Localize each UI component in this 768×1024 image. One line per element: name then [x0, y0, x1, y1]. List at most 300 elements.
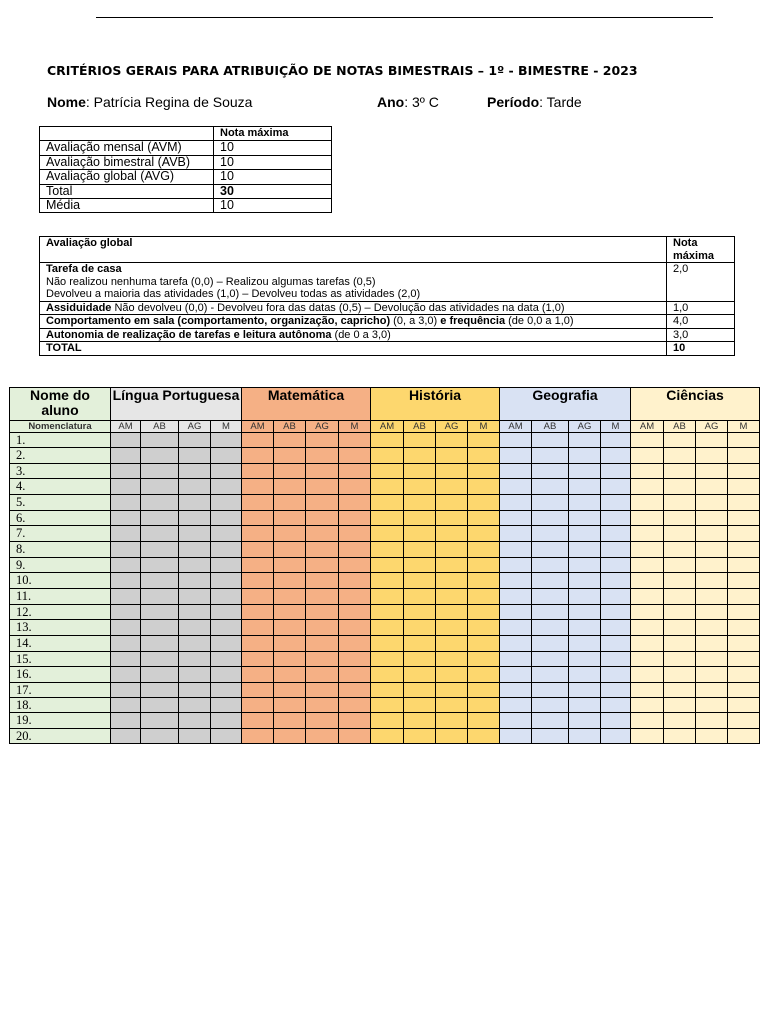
grade-cell[interactable]	[532, 636, 569, 652]
grade-cell[interactable]	[631, 667, 664, 683]
grade-cell[interactable]	[371, 713, 404, 729]
grade-cell[interactable]	[306, 448, 339, 464]
grade-cell[interactable]	[631, 526, 664, 542]
grade-cell[interactable]	[436, 667, 468, 683]
grade-cell[interactable]	[274, 495, 306, 511]
grade-cell[interactable]	[696, 495, 728, 511]
grade-cell[interactable]	[468, 526, 500, 542]
grade-cell[interactable]	[601, 479, 631, 495]
grade-cell[interactable]	[141, 542, 179, 558]
grade-cell[interactable]	[500, 511, 532, 526]
grade-cell[interactable]	[306, 589, 339, 605]
grade-cell[interactable]	[468, 713, 500, 729]
grade-cell[interactable]	[306, 605, 339, 620]
grade-cell[interactable]	[664, 698, 696, 713]
grade-cell[interactable]	[664, 652, 696, 667]
grade-cell[interactable]	[404, 573, 436, 589]
grade-cell[interactable]	[532, 605, 569, 620]
grade-cell[interactable]	[500, 479, 532, 495]
grade-cell[interactable]	[728, 652, 760, 667]
grade-cell[interactable]	[631, 433, 664, 448]
grade-cell[interactable]	[569, 542, 601, 558]
grade-cell[interactable]	[696, 479, 728, 495]
grade-cell[interactable]	[696, 605, 728, 620]
grade-cell[interactable]	[404, 620, 436, 636]
grade-cell[interactable]	[696, 698, 728, 713]
grade-cell[interactable]	[179, 683, 211, 698]
grade-cell[interactable]	[179, 573, 211, 589]
grade-cell[interactable]	[569, 589, 601, 605]
grade-cell[interactable]	[211, 652, 242, 667]
grade-cell[interactable]	[601, 464, 631, 479]
grade-cell[interactable]	[339, 636, 371, 652]
grade-cell[interactable]	[500, 542, 532, 558]
grade-cell[interactable]	[631, 713, 664, 729]
grade-cell[interactable]	[728, 636, 760, 652]
grade-cell[interactable]	[179, 698, 211, 713]
grade-cell[interactable]	[339, 542, 371, 558]
grade-cell[interactable]	[404, 605, 436, 620]
grade-cell[interactable]	[468, 479, 500, 495]
grade-cell[interactable]	[211, 667, 242, 683]
grade-cell[interactable]	[371, 433, 404, 448]
grade-cell[interactable]	[179, 713, 211, 729]
grade-cell[interactable]	[339, 448, 371, 464]
grade-cell[interactable]	[500, 729, 532, 744]
grade-cell[interactable]	[306, 573, 339, 589]
grade-cell[interactable]	[532, 526, 569, 542]
grade-cell[interactable]	[371, 729, 404, 744]
grade-cell[interactable]	[500, 667, 532, 683]
grade-cell[interactable]	[306, 652, 339, 667]
grade-cell[interactable]	[601, 620, 631, 636]
grade-cell[interactable]	[664, 542, 696, 558]
grade-cell[interactable]	[141, 713, 179, 729]
grade-cell[interactable]	[211, 683, 242, 698]
grade-cell[interactable]	[274, 448, 306, 464]
grade-cell[interactable]	[532, 652, 569, 667]
grade-cell[interactable]	[141, 433, 179, 448]
grade-cell[interactable]	[179, 464, 211, 479]
grade-cell[interactable]	[111, 511, 141, 526]
grade-cell[interactable]	[728, 479, 760, 495]
grade-cell[interactable]	[468, 683, 500, 698]
grade-cell[interactable]	[306, 698, 339, 713]
grade-cell[interactable]	[404, 667, 436, 683]
grade-cell[interactable]	[404, 729, 436, 744]
grade-cell[interactable]	[631, 636, 664, 652]
grade-cell[interactable]	[728, 573, 760, 589]
grade-cell[interactable]	[468, 636, 500, 652]
grade-cell[interactable]	[306, 479, 339, 495]
grade-cell[interactable]	[468, 698, 500, 713]
grade-cell[interactable]	[664, 620, 696, 636]
grade-cell[interactable]	[371, 698, 404, 713]
grade-cell[interactable]	[696, 558, 728, 573]
grade-cell[interactable]	[631, 683, 664, 698]
grade-cell[interactable]	[436, 433, 468, 448]
grade-cell[interactable]	[404, 683, 436, 698]
grade-cell[interactable]	[274, 698, 306, 713]
grade-cell[interactable]	[728, 729, 760, 744]
grade-cell[interactable]	[371, 511, 404, 526]
grade-cell[interactable]	[179, 511, 211, 526]
grade-cell[interactable]	[111, 495, 141, 511]
grade-cell[interactable]	[436, 448, 468, 464]
grade-cell[interactable]	[339, 698, 371, 713]
grade-cell[interactable]	[242, 495, 274, 511]
grade-cell[interactable]	[339, 652, 371, 667]
grade-cell[interactable]	[111, 464, 141, 479]
grade-cell[interactable]	[532, 667, 569, 683]
grade-cell[interactable]	[569, 511, 601, 526]
grade-cell[interactable]	[468, 495, 500, 511]
grade-cell[interactable]	[274, 589, 306, 605]
grade-cell[interactable]	[569, 620, 601, 636]
grade-cell[interactable]	[111, 683, 141, 698]
grade-cell[interactable]	[242, 652, 274, 667]
grade-cell[interactable]	[696, 448, 728, 464]
grade-cell[interactable]	[532, 433, 569, 448]
grade-cell[interactable]	[468, 589, 500, 605]
grade-cell[interactable]	[306, 620, 339, 636]
grade-cell[interactable]	[468, 667, 500, 683]
grade-cell[interactable]	[569, 605, 601, 620]
grade-cell[interactable]	[404, 495, 436, 511]
grade-cell[interactable]	[696, 573, 728, 589]
grade-cell[interactable]	[664, 495, 696, 511]
grade-cell[interactable]	[179, 589, 211, 605]
grade-cell[interactable]	[404, 698, 436, 713]
grade-cell[interactable]	[696, 589, 728, 605]
grade-cell[interactable]	[306, 464, 339, 479]
grade-cell[interactable]	[436, 620, 468, 636]
grade-cell[interactable]	[211, 464, 242, 479]
grade-cell[interactable]	[601, 713, 631, 729]
grade-cell[interactable]	[696, 620, 728, 636]
grade-cell[interactable]	[436, 713, 468, 729]
grade-cell[interactable]	[371, 526, 404, 542]
grade-cell[interactable]	[664, 479, 696, 495]
grade-cell[interactable]	[274, 573, 306, 589]
grade-cell[interactable]	[664, 433, 696, 448]
grade-cell[interactable]	[631, 479, 664, 495]
grade-cell[interactable]	[111, 542, 141, 558]
grade-cell[interactable]	[274, 526, 306, 542]
grade-cell[interactable]	[468, 573, 500, 589]
grade-cell[interactable]	[339, 729, 371, 744]
grade-cell[interactable]	[532, 464, 569, 479]
grade-cell[interactable]	[500, 448, 532, 464]
grade-cell[interactable]	[436, 729, 468, 744]
grade-cell[interactable]	[404, 433, 436, 448]
grade-cell[interactable]	[339, 526, 371, 542]
grade-cell[interactable]	[569, 464, 601, 479]
grade-cell[interactable]	[664, 667, 696, 683]
grade-cell[interactable]	[274, 605, 306, 620]
grade-cell[interactable]	[601, 511, 631, 526]
grade-cell[interactable]	[211, 620, 242, 636]
grade-cell[interactable]	[274, 667, 306, 683]
grade-cell[interactable]	[141, 636, 179, 652]
grade-cell[interactable]	[404, 464, 436, 479]
grade-cell[interactable]	[274, 479, 306, 495]
grade-cell[interactable]	[179, 433, 211, 448]
grade-cell[interactable]	[274, 558, 306, 573]
grade-cell[interactable]	[696, 542, 728, 558]
grade-cell[interactable]	[274, 713, 306, 729]
grade-cell[interactable]	[569, 433, 601, 448]
grade-cell[interactable]	[532, 573, 569, 589]
grade-cell[interactable]	[111, 713, 141, 729]
grade-cell[interactable]	[339, 620, 371, 636]
grade-cell[interactable]	[569, 558, 601, 573]
grade-cell[interactable]	[274, 433, 306, 448]
grade-cell[interactable]	[306, 558, 339, 573]
grade-cell[interactable]	[569, 683, 601, 698]
grade-cell[interactable]	[339, 495, 371, 511]
grade-cell[interactable]	[696, 652, 728, 667]
grade-cell[interactable]	[404, 713, 436, 729]
grade-cell[interactable]	[728, 511, 760, 526]
grade-cell[interactable]	[339, 605, 371, 620]
grade-cell[interactable]	[242, 683, 274, 698]
grade-cell[interactable]	[532, 620, 569, 636]
grade-cell[interactable]	[532, 511, 569, 526]
grade-cell[interactable]	[211, 713, 242, 729]
grade-cell[interactable]	[532, 558, 569, 573]
grade-cell[interactable]	[141, 589, 179, 605]
grade-cell[interactable]	[111, 620, 141, 636]
grade-cell[interactable]	[339, 464, 371, 479]
grade-cell[interactable]	[111, 448, 141, 464]
grade-cell[interactable]	[211, 729, 242, 744]
grade-cell[interactable]	[696, 683, 728, 698]
grade-cell[interactable]	[631, 589, 664, 605]
grade-cell[interactable]	[179, 652, 211, 667]
grade-cell[interactable]	[631, 464, 664, 479]
grade-cell[interactable]	[111, 558, 141, 573]
grade-cell[interactable]	[404, 652, 436, 667]
grade-cell[interactable]	[141, 729, 179, 744]
grade-cell[interactable]	[179, 620, 211, 636]
grade-cell[interactable]	[696, 729, 728, 744]
grade-cell[interactable]	[601, 448, 631, 464]
grade-cell[interactable]	[141, 511, 179, 526]
grade-cell[interactable]	[601, 558, 631, 573]
grade-cell[interactable]	[211, 526, 242, 542]
grade-cell[interactable]	[436, 652, 468, 667]
grade-cell[interactable]	[371, 667, 404, 683]
grade-cell[interactable]	[404, 526, 436, 542]
grade-cell[interactable]	[601, 667, 631, 683]
grade-cell[interactable]	[569, 667, 601, 683]
grade-cell[interactable]	[601, 542, 631, 558]
grade-cell[interactable]	[532, 698, 569, 713]
grade-cell[interactable]	[631, 652, 664, 667]
grade-cell[interactable]	[468, 448, 500, 464]
grade-cell[interactable]	[179, 667, 211, 683]
grade-cell[interactable]	[500, 683, 532, 698]
grade-cell[interactable]	[211, 495, 242, 511]
grade-cell[interactable]	[211, 636, 242, 652]
grade-cell[interactable]	[111, 729, 141, 744]
grade-cell[interactable]	[306, 667, 339, 683]
grade-cell[interactable]	[306, 713, 339, 729]
grade-cell[interactable]	[274, 464, 306, 479]
grade-cell[interactable]	[242, 558, 274, 573]
grade-cell[interactable]	[664, 511, 696, 526]
grade-cell[interactable]	[601, 573, 631, 589]
grade-cell[interactable]	[696, 526, 728, 542]
grade-cell[interactable]	[468, 433, 500, 448]
grade-cell[interactable]	[371, 573, 404, 589]
grade-cell[interactable]	[664, 713, 696, 729]
grade-cell[interactable]	[631, 605, 664, 620]
grade-cell[interactable]	[371, 495, 404, 511]
grade-cell[interactable]	[532, 713, 569, 729]
grade-cell[interactable]	[111, 589, 141, 605]
grade-cell[interactable]	[500, 589, 532, 605]
grade-cell[interactable]	[371, 558, 404, 573]
grade-cell[interactable]	[179, 558, 211, 573]
grade-cell[interactable]	[569, 698, 601, 713]
grade-cell[interactable]	[468, 620, 500, 636]
grade-cell[interactable]	[274, 683, 306, 698]
grade-cell[interactable]	[179, 526, 211, 542]
grade-cell[interactable]	[631, 511, 664, 526]
grade-cell[interactable]	[500, 495, 532, 511]
grade-cell[interactable]	[242, 479, 274, 495]
grade-cell[interactable]	[631, 729, 664, 744]
grade-cell[interactable]	[371, 464, 404, 479]
grade-cell[interactable]	[468, 542, 500, 558]
grade-cell[interactable]	[242, 636, 274, 652]
grade-cell[interactable]	[371, 636, 404, 652]
grade-cell[interactable]	[664, 448, 696, 464]
grade-cell[interactable]	[242, 729, 274, 744]
grade-cell[interactable]	[211, 698, 242, 713]
grade-cell[interactable]	[306, 729, 339, 744]
grade-cell[interactable]	[211, 542, 242, 558]
grade-cell[interactable]	[436, 605, 468, 620]
grade-cell[interactable]	[601, 526, 631, 542]
grade-cell[interactable]	[179, 605, 211, 620]
grade-cell[interactable]	[274, 620, 306, 636]
grade-cell[interactable]	[404, 511, 436, 526]
grade-cell[interactable]	[404, 589, 436, 605]
grade-cell[interactable]	[500, 558, 532, 573]
grade-cell[interactable]	[664, 636, 696, 652]
grade-cell[interactable]	[532, 683, 569, 698]
grade-cell[interactable]	[242, 542, 274, 558]
grade-cell[interactable]	[728, 620, 760, 636]
grade-cell[interactable]	[371, 448, 404, 464]
grade-cell[interactable]	[436, 542, 468, 558]
grade-cell[interactable]	[631, 448, 664, 464]
grade-cell[interactable]	[404, 558, 436, 573]
grade-cell[interactable]	[211, 479, 242, 495]
grade-cell[interactable]	[532, 589, 569, 605]
grade-cell[interactable]	[696, 667, 728, 683]
grade-cell[interactable]	[532, 495, 569, 511]
grade-cell[interactable]	[242, 433, 274, 448]
grade-cell[interactable]	[601, 683, 631, 698]
grade-cell[interactable]	[371, 683, 404, 698]
grade-cell[interactable]	[532, 479, 569, 495]
grade-cell[interactable]	[274, 542, 306, 558]
grade-cell[interactable]	[179, 448, 211, 464]
grade-cell[interactable]	[664, 729, 696, 744]
grade-cell[interactable]	[569, 652, 601, 667]
grade-cell[interactable]	[404, 448, 436, 464]
grade-cell[interactable]	[111, 667, 141, 683]
grade-cell[interactable]	[141, 652, 179, 667]
grade-cell[interactable]	[111, 526, 141, 542]
grade-cell[interactable]	[500, 652, 532, 667]
grade-cell[interactable]	[339, 479, 371, 495]
grade-cell[interactable]	[468, 464, 500, 479]
grade-cell[interactable]	[306, 511, 339, 526]
grade-cell[interactable]	[436, 464, 468, 479]
grade-cell[interactable]	[179, 542, 211, 558]
grade-cell[interactable]	[242, 605, 274, 620]
grade-cell[interactable]	[242, 511, 274, 526]
grade-cell[interactable]	[404, 542, 436, 558]
grade-cell[interactable]	[728, 683, 760, 698]
grade-cell[interactable]	[242, 698, 274, 713]
grade-cell[interactable]	[436, 698, 468, 713]
grade-cell[interactable]	[306, 433, 339, 448]
grade-cell[interactable]	[274, 652, 306, 667]
grade-cell[interactable]	[306, 526, 339, 542]
grade-cell[interactable]	[569, 729, 601, 744]
grade-cell[interactable]	[211, 589, 242, 605]
grade-cell[interactable]	[468, 558, 500, 573]
grade-cell[interactable]	[569, 479, 601, 495]
grade-cell[interactable]	[500, 526, 532, 542]
grade-cell[interactable]	[728, 713, 760, 729]
grade-cell[interactable]	[500, 573, 532, 589]
grade-cell[interactable]	[569, 526, 601, 542]
grade-cell[interactable]	[631, 620, 664, 636]
grade-cell[interactable]	[728, 433, 760, 448]
grade-cell[interactable]	[339, 713, 371, 729]
grade-cell[interactable]	[306, 683, 339, 698]
grade-cell[interactable]	[728, 589, 760, 605]
grade-cell[interactable]	[728, 698, 760, 713]
grade-cell[interactable]	[436, 683, 468, 698]
grade-cell[interactable]	[728, 526, 760, 542]
grade-cell[interactable]	[211, 511, 242, 526]
grade-cell[interactable]	[500, 605, 532, 620]
grade-cell[interactable]	[468, 605, 500, 620]
grade-cell[interactable]	[306, 542, 339, 558]
grade-cell[interactable]	[141, 620, 179, 636]
grade-cell[interactable]	[664, 558, 696, 573]
grade-cell[interactable]	[211, 573, 242, 589]
grade-cell[interactable]	[468, 511, 500, 526]
grade-cell[interactable]	[211, 448, 242, 464]
grade-cell[interactable]	[306, 636, 339, 652]
grade-cell[interactable]	[111, 605, 141, 620]
grade-cell[interactable]	[664, 526, 696, 542]
grade-cell[interactable]	[664, 589, 696, 605]
grade-cell[interactable]	[371, 589, 404, 605]
grade-cell[interactable]	[274, 729, 306, 744]
grade-cell[interactable]	[631, 573, 664, 589]
grade-cell[interactable]	[242, 464, 274, 479]
